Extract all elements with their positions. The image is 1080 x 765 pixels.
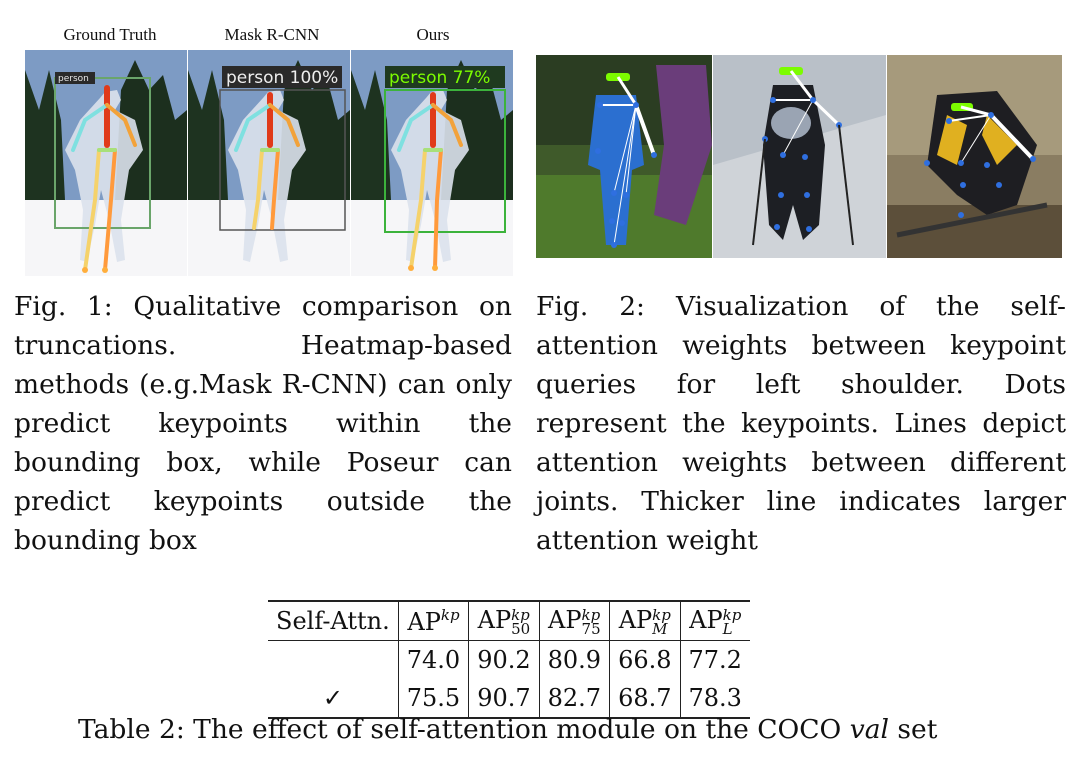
- cell-value: 82.7: [539, 679, 609, 718]
- cell-self-attn: [268, 641, 398, 680]
- cell-value: 74.0: [398, 641, 468, 680]
- results-table: [268, 600, 750, 719]
- label-mask-rcnn: Mask R-CNN: [224, 25, 320, 44]
- panel-ours: [351, 50, 513, 276]
- cell-self-attn-check: ✓: [322, 684, 343, 712]
- attention-pane-soccer: [536, 55, 712, 258]
- figure-1-caption-label: Fig. 1:: [14, 291, 113, 322]
- label-ours: Ours: [416, 25, 450, 44]
- table-header-row: [268, 601, 750, 641]
- ours-box-label: person 77%: [389, 68, 491, 88]
- header-ap50: APkp 50: [469, 601, 539, 641]
- figure-1-caption: [14, 287, 512, 560]
- attention-pane-skier: [713, 55, 886, 258]
- cell-value: 90.2: [469, 641, 539, 680]
- mask-rcnn-box-label: person 100%: [226, 68, 339, 88]
- cell-value: 75.5: [398, 679, 468, 718]
- header-self-attn: Self-Attn.: [276, 607, 390, 635]
- figure-2: [536, 55, 1062, 258]
- panel-ground-truth: [25, 50, 187, 276]
- cell-value: 77.2: [680, 641, 750, 680]
- header-apl: APkp L: [680, 601, 750, 641]
- cell-value: 78.3: [680, 679, 750, 718]
- figure-1: [25, 20, 513, 260]
- table-caption: [78, 714, 937, 745]
- cell-value: 80.9: [539, 641, 609, 680]
- figure-2-caption-label: Fig. 2:: [536, 291, 645, 322]
- cell-value: 68.7: [610, 679, 680, 718]
- label-ground-truth: Ground Truth: [63, 25, 157, 44]
- cell-value: 66.8: [610, 641, 680, 680]
- table-caption-prefix: Table 2: The effect of self-attention module on the COCO: [78, 714, 842, 745]
- figure-2-caption: [536, 287, 1066, 560]
- header-apm: APkp M: [610, 601, 680, 641]
- cell-value: 90.7: [469, 679, 539, 718]
- figure-1-caption-text: Qualitative comparison on truncations. Heatmap-based methods (e.g.Mask R-CNN) can only predict keypoints within the bounding box, while Poseur can predict keypoints outside the bounding box: [14, 291, 512, 556]
- table-row: [268, 679, 750, 718]
- table-caption-suffix: set: [897, 714, 938, 745]
- header-ap75: APkp 75: [539, 601, 609, 641]
- header-ap: $AP^{kp}$: [398, 601, 468, 641]
- attention-pane-crouch: [887, 55, 1062, 258]
- gt-box-label: person: [58, 74, 89, 84]
- table-caption-val: val: [849, 714, 889, 745]
- panel-mask-rcnn: [188, 50, 350, 276]
- figure-2-caption-text: Visualization of the self-attention weights between keypoint queries for left shoulder. Dots represent the keypoints. Lines depict attention weights between different joints. Thicker line indicates larger attention weight: [536, 291, 1066, 556]
- table-row: [268, 641, 750, 680]
